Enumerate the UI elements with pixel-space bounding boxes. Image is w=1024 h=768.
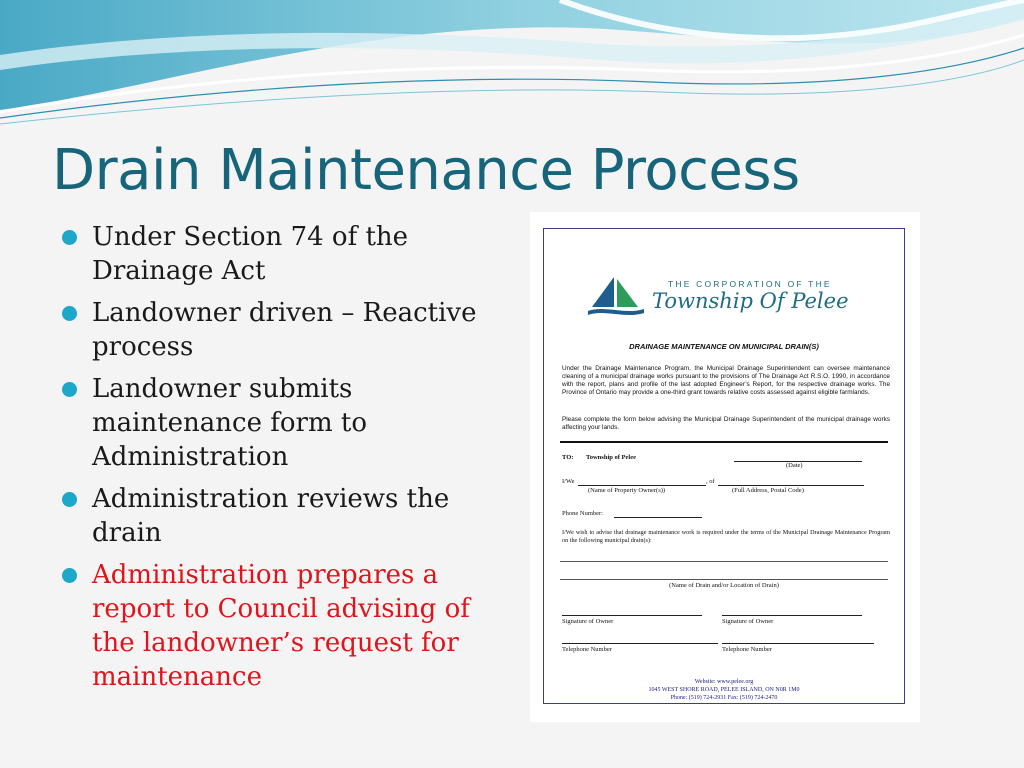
address-line [718, 485, 864, 486]
bullet-text: Landowner driven – Reactive process [92, 298, 477, 362]
advise-text: I/We wish to advise that drainage maintenance work is required under the terms of the Municipal Drainage Maintenance Program on the following municipal drain(s): [562, 529, 890, 544]
bullet-dot-icon [62, 568, 77, 583]
bullet-dot-icon [62, 382, 77, 397]
maintenance-form-document [543, 228, 905, 704]
form-image [530, 212, 920, 722]
to-label: TO: [562, 454, 574, 461]
phone-label: Phone Number: [562, 510, 603, 517]
bullet-dot-icon [62, 492, 77, 507]
bullet-item [62, 482, 502, 550]
owner-name-line [578, 485, 706, 486]
bullet-text: Landowner submits maintenance form to Administration [92, 374, 367, 472]
bullet-dot-icon [62, 230, 77, 245]
drain-line-2 [560, 579, 888, 580]
owner-caption: (Name of Property Owner(s)) [588, 487, 666, 494]
bullet-item [62, 372, 502, 474]
owner-signature-line-2 [722, 615, 862, 616]
footer-phone-fax: Phone: (519) 724-2931 Fax: (519) 724-2470 [670, 695, 778, 701]
telephone-caption-1: Telephone Number [562, 646, 612, 653]
form-paragraph-instructions: Please complete the form below advising the Municipal Drainage Superintendent of the municipal drainage works affecting your lands. [562, 416, 890, 431]
telephone-caption-2: Telephone Number [722, 646, 772, 653]
footer-website: Website: www.pelee.org [694, 679, 754, 685]
sailboat-logo-icon [586, 273, 646, 321]
bullet-list [62, 220, 502, 702]
bullet-item [62, 220, 502, 288]
bullet-text: Under Section 74 of the Drainage Act [92, 222, 409, 286]
form-paragraph-program: Under the Drainage Maintenance Program, the Municipal Drainage Superintendent can oversee maintenance cleaning of a municipal drainage works pursuant to the provisions of The Drainage Act R.S.O. 1990, in accordance with the report, plans and profile of the last adopted Engineer’s Report, for the respective drainage works. The Province of Ontario may provide a one-third grant towards relative costs assessed against eligible farmlands. [562, 365, 890, 396]
iwe-label: I/We [562, 478, 575, 485]
telephone-line-1 [562, 643, 718, 644]
township-name: Township Of Pelee [652, 289, 849, 313]
address-caption: (Full Address, Postal Code) [732, 487, 804, 494]
slide-title: Drain Maintenance Process [52, 138, 800, 203]
phone-line [614, 517, 702, 518]
bullet-dot-icon [62, 306, 77, 321]
signature-caption-2: Signature of Owner [722, 618, 774, 625]
corporation-line: THE CORPORATION OF THE [668, 279, 832, 289]
form-divider [560, 441, 888, 443]
to-value: Township of Pelee [586, 454, 636, 461]
of-label: , of [706, 478, 715, 485]
footer-address: 1045 WEST SHORE ROAD, PELEE ISLAND, ON N0R 1M0 [648, 687, 800, 693]
header-wave-decoration [0, 0, 1024, 130]
form-heading: DRAINAGE MAINTENANCE ON MUNICIPAL DRAIN(S) [629, 342, 819, 351]
bullet-item [62, 296, 502, 364]
drain-line-1 [560, 561, 888, 562]
telephone-line-2 [722, 643, 874, 644]
bullet-text: Administration prepares a report to Council advising of the landowner’s request for maintenance [92, 560, 470, 692]
owner-signature-line-1 [562, 615, 702, 616]
date-caption: (Date) [786, 462, 803, 469]
signature-caption-1: Signature of Owner [562, 618, 614, 625]
bullet-item-highlighted [62, 558, 502, 694]
drain-caption: (Name of Drain and/or Location of Drain) [669, 582, 779, 589]
bullet-text: Administration reviews the drain [92, 484, 450, 548]
